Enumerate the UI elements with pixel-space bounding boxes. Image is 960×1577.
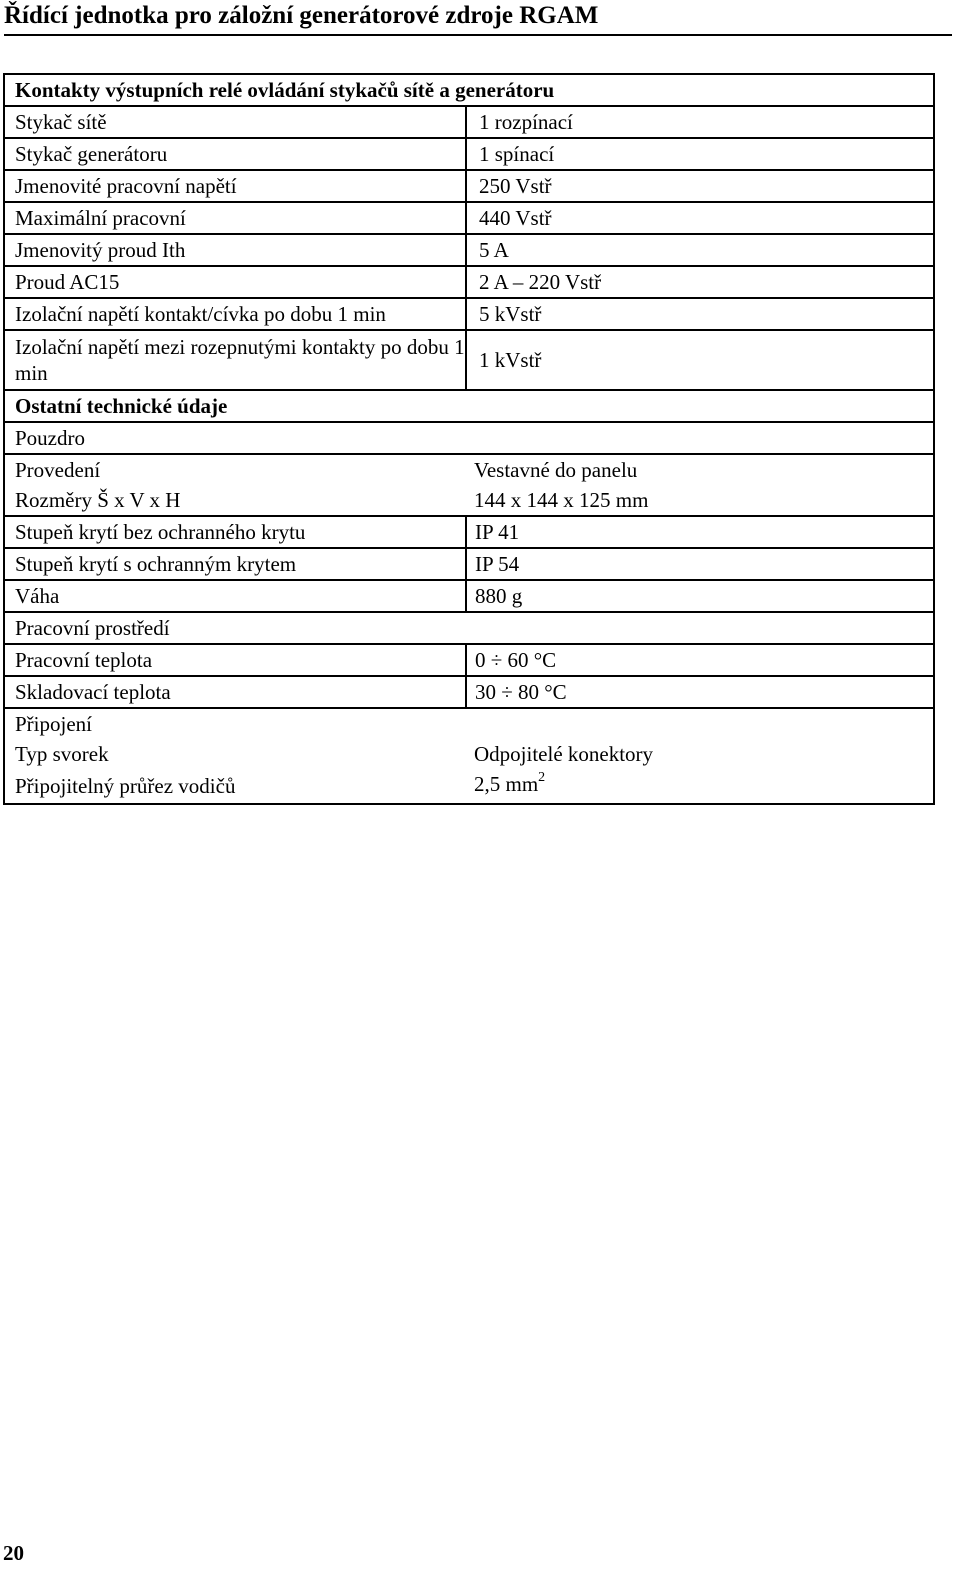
table-row xyxy=(4,454,934,485)
spec-value: Odpojitelé konektory xyxy=(474,742,654,766)
spec-value: 5 A xyxy=(466,234,934,266)
table-row xyxy=(4,676,934,708)
spec-label: Proud AC15 xyxy=(4,266,466,298)
spec-value: 2 A – 220 Vstř xyxy=(466,266,934,298)
spec-label: Typ svorek xyxy=(15,742,109,766)
spec-label: Jmenovitý proud Ith xyxy=(4,234,466,266)
spec-value: 880 g xyxy=(466,580,934,612)
spec-value: IP 54 xyxy=(466,548,934,580)
table-row xyxy=(4,485,934,516)
table-row xyxy=(4,298,934,330)
spec-label: Připojitelný průřez vodičů xyxy=(4,769,466,804)
page-title: Řídící jednotka pro záložní generátorové zdroje RGAM xyxy=(4,2,599,29)
table-row xyxy=(4,516,934,548)
table-row xyxy=(4,769,934,804)
table-row xyxy=(4,580,934,612)
spec-value: 0 ÷ 60 °C xyxy=(466,644,934,676)
table-row xyxy=(4,170,934,202)
spec-value: 1 spínací xyxy=(466,138,934,170)
table-row xyxy=(4,74,934,106)
table-row xyxy=(4,739,934,769)
table-row xyxy=(4,234,934,266)
spec-label: Skladovací teplota xyxy=(4,676,466,708)
table-row xyxy=(4,138,934,170)
table-row xyxy=(4,390,934,422)
spec-value xyxy=(466,769,934,804)
spec-label: Rozměry Š x V x H xyxy=(4,485,466,516)
spec-value: 144 x 144 x 125 mm xyxy=(466,485,934,516)
spec-label: Stykač sítě xyxy=(4,106,466,138)
table-row xyxy=(4,202,934,234)
table-row xyxy=(4,422,934,454)
page-number: 20 xyxy=(3,1541,24,1565)
table-row xyxy=(4,330,934,390)
table-row xyxy=(4,708,934,739)
spec-value: 5 kVstř xyxy=(466,298,934,330)
spec-label: Izolační napětí mezi rozepnutými kontakty po dobu 1 min xyxy=(4,330,466,390)
table-row xyxy=(4,644,934,676)
spec-value: 1 rozpínací xyxy=(466,106,934,138)
spec-label: Maximální pracovní xyxy=(4,202,466,234)
spec-value: Vestavné do panelu xyxy=(474,458,638,482)
spec-label: Pracovní teplota xyxy=(4,644,466,676)
subsection-environment: Pracovní prostředí xyxy=(4,612,934,644)
subsection-housing: Pouzdro xyxy=(4,422,934,454)
spec-value: 30 ÷ 80 °C xyxy=(466,676,934,708)
spec-label: Izolační napětí kontakt/cívka po dobu 1 min xyxy=(4,298,466,330)
value-superscript: 2 xyxy=(538,770,546,785)
subsection-connection: Připojení xyxy=(15,712,92,736)
table-row xyxy=(4,266,934,298)
spec-label: Stupeň krytí s ochranným krytem xyxy=(4,548,466,580)
spec-value: 250 Vstř xyxy=(466,170,934,202)
table-row xyxy=(4,548,934,580)
page-header xyxy=(4,0,952,36)
spec-label: Stykač generátoru xyxy=(4,138,466,170)
value-text: 2,5 mm xyxy=(474,772,539,796)
spec-label: Váha xyxy=(4,580,466,612)
spec-value: 1 kVstř xyxy=(466,330,934,390)
spec-label: Jmenovité pracovní napětí xyxy=(4,170,466,202)
spec-label: Stupeň krytí bez ochranného krytu xyxy=(4,516,466,548)
spec-value: 440 Vstř xyxy=(466,202,934,234)
spec-table xyxy=(3,73,935,805)
section-heading-other: Ostatní technické údaje xyxy=(4,390,934,422)
section-heading-contacts: Kontakty výstupních relé ovládání stykačů sítě a generátoru xyxy=(4,74,934,106)
table-row xyxy=(4,106,934,138)
spec-label: Provedení xyxy=(15,458,101,482)
table-row xyxy=(4,612,934,644)
spec-value: IP 41 xyxy=(466,516,934,548)
